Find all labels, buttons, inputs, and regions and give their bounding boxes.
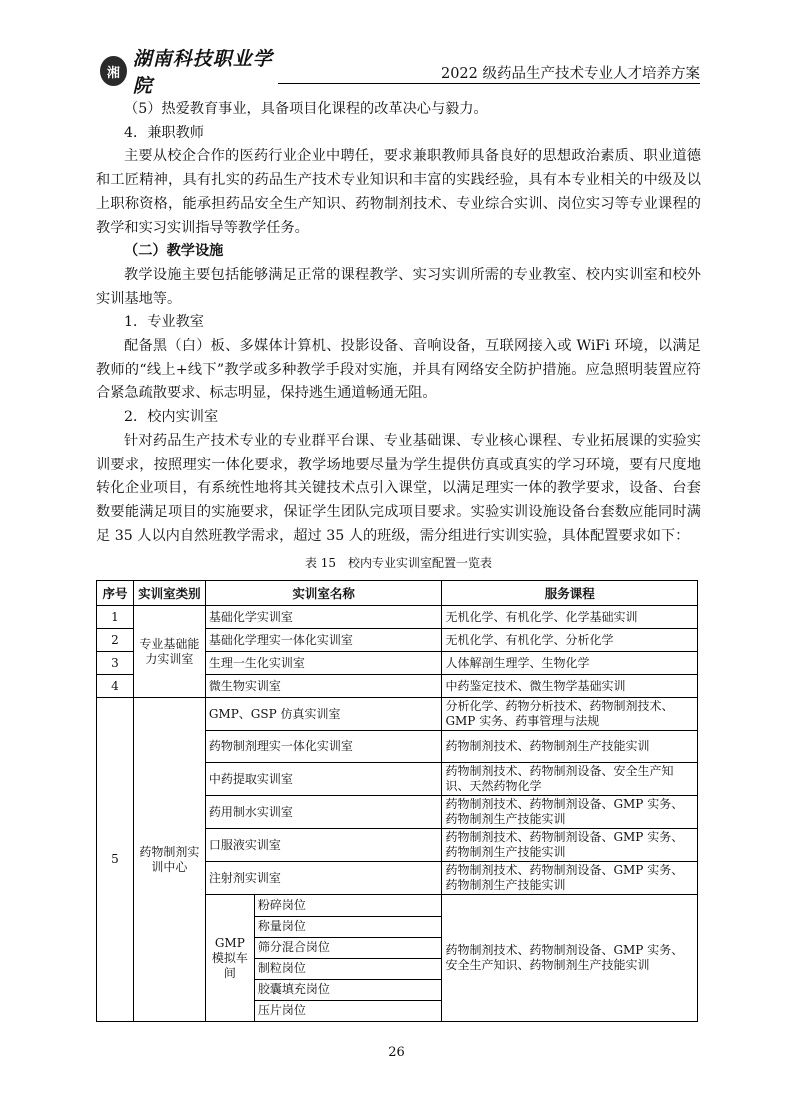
gmp-workshop-label: GMP 模拟车间 (206, 895, 255, 1021)
room-name-cell: 微生物实训室 (205, 675, 442, 698)
category-cell: 药物制剂实训中心 (133, 698, 205, 1022)
paragraph: 针对药品生产技术专业的专业群平台课、专业基础课、专业核心课程、专业拓展课的实验实训要求，按照理实一体化要求，教学场地要尽量为学生提供仿真或真实的学习环境，要有尺度地转化企业项目，有系统性地将其关键技术点引入课堂，以满足理实一体的教学要求，设备、台套数要能满足项目的实施要求，保证学生团队完成项目要求。实验实训设施设备台套数应能同时满足 35 人以内自然班教学需求，超过 35 人的班级，需分组进行实训实验，具体配置要求如下： (96, 432, 701, 544)
room-name-cell: 中药提取实训室 (205, 763, 442, 796)
room-name-cell: 注射剂实训室 (205, 862, 442, 895)
gmp-post-cell: 压片岗位 (254, 1000, 441, 1021)
room-name-cell: GMP、GSP 仿真实训室 (205, 698, 442, 731)
courses-cell: 药物制剂技术、药物制剂设备、GMP 实务、药物制剂生产技能实训 (442, 862, 698, 895)
room-name-cell: 口服液实训室 (205, 829, 442, 862)
gmp-posts-table (206, 895, 442, 1021)
paragraph: （5）热爱教育事业，具备项目化课程的改革决心与毅力。 (124, 101, 488, 117)
room-name-cell: 药物制剂理实一体化实训室 (205, 731, 442, 763)
page-number: 26 (388, 1045, 405, 1060)
room-name-cell: 生理一生化实训室 (205, 652, 442, 675)
row-number: 1 (97, 606, 134, 629)
col-header-room-name: 实训室名称 (205, 581, 442, 606)
courses-cell: 药物制剂技术、药物制剂设备、GMP 实务、药物制剂生产技能实训 (442, 829, 698, 862)
paragraph: 主要从校企合作的医药行业企业中聘任，要求兼职教师具备良好的思想政治素质、职业道德和工匠精神，具有扎实的药品生产技术专业知识和丰富的实践经验，具有本专业相关的中级及以上职称资格，能承担药品安全生产知识、药物制剂技术、专业综合实训、岗位实习等专业课程的教学和实习实训指导等教学任务。 (96, 148, 701, 236)
table-row (97, 606, 698, 629)
courses-cell: 人体解剖生理学、生物化学 (442, 652, 698, 675)
header-rule (278, 83, 700, 84)
gmp-post-cell: 称量岗位 (254, 916, 441, 937)
table-caption: 表 15 校内专业实训室配置一览表 (304, 556, 493, 571)
table-row (97, 698, 698, 731)
school-seal-icon: 湘 (100, 56, 127, 86)
room-name-cell: 药用制水实训室 (205, 796, 442, 829)
col-header-category: 实训室类别 (133, 581, 205, 606)
courses-cell: 药物制剂技术、药物制剂设备、GMP 实务、安全生产知识、药物制剂生产技能实训 (442, 895, 698, 1022)
paragraph: 2．校内实训室 (124, 409, 219, 426)
paragraph: 4．兼职教师 (124, 124, 204, 141)
gmp-post-cell: 筛分混合岗位 (254, 937, 441, 958)
gmp-post-cell: 制粒岗位 (254, 958, 441, 979)
courses-cell: 分析化学、药物分析技术、药物制剂技术、GMP 实务、药事管理与法规 (442, 698, 698, 731)
section-heading: （二）教学设施 (124, 243, 224, 260)
courses-cell: 药物制剂技术、药物制剂设备、安全生产知识、天然药物化学 (442, 763, 698, 796)
col-header-no: 序号 (97, 581, 134, 606)
gmp-post-cell: 胶囊填充岗位 (254, 979, 441, 1000)
courses-cell: 无机化学、有机化学、化学基础实训 (442, 606, 698, 629)
col-header-courses: 服务课程 (442, 581, 698, 606)
document-title: 2022 级药品生产技术专业人才培养方案 (440, 66, 700, 82)
page-header (100, 48, 700, 97)
room-name-cell: 基础化学理实一体化实训室 (205, 629, 442, 652)
gmp-workshop-cell (205, 895, 442, 1022)
paragraph: 教学设施主要包括能够满足正常的课程教学、实习实训所需的专业教室、校内实训室和校外实训基地等。 (96, 266, 701, 307)
room-name-cell: 基础化学实训室 (205, 606, 442, 629)
paragraph: 配备黑（白）板、多媒体计算机、投影设备、音响设备，互联网接入或 WiFi 环境，以满足教师的“线上+线下”教学或多种教学手段对实施，并具有网络安全防护措施。应急照明装置应符合紧急疏散要求、标志明显，保持逃生通道畅通无阻。 (96, 338, 701, 402)
school-logo (100, 48, 275, 97)
gmp-post-row (206, 895, 442, 916)
body-text (96, 98, 701, 572)
row-number: 3 (97, 652, 134, 675)
training-room-table (96, 580, 698, 1022)
category-cell: 专业基础能力实训室 (133, 606, 205, 698)
gmp-post-cell: 粉碎岗位 (254, 895, 441, 916)
row-number: 4 (97, 675, 134, 698)
school-name-calligraphy: 湖南科技职业学院 (132, 48, 273, 97)
paragraph: 1．专业教室 (124, 314, 204, 331)
table-header-row (97, 581, 698, 606)
row-number: 2 (97, 629, 134, 652)
row-number: 5 (97, 698, 134, 1022)
courses-cell: 药物制剂技术、药物制剂生产技能实训 (442, 731, 698, 763)
courses-cell: 中药鉴定技术、微生物学基础实训 (442, 675, 698, 698)
courses-cell: 药物制剂技术、药物制剂设备、GMP 实务、药物制剂生产技能实训 (442, 796, 698, 829)
courses-cell: 无机化学、有机化学、分析化学 (442, 629, 698, 652)
